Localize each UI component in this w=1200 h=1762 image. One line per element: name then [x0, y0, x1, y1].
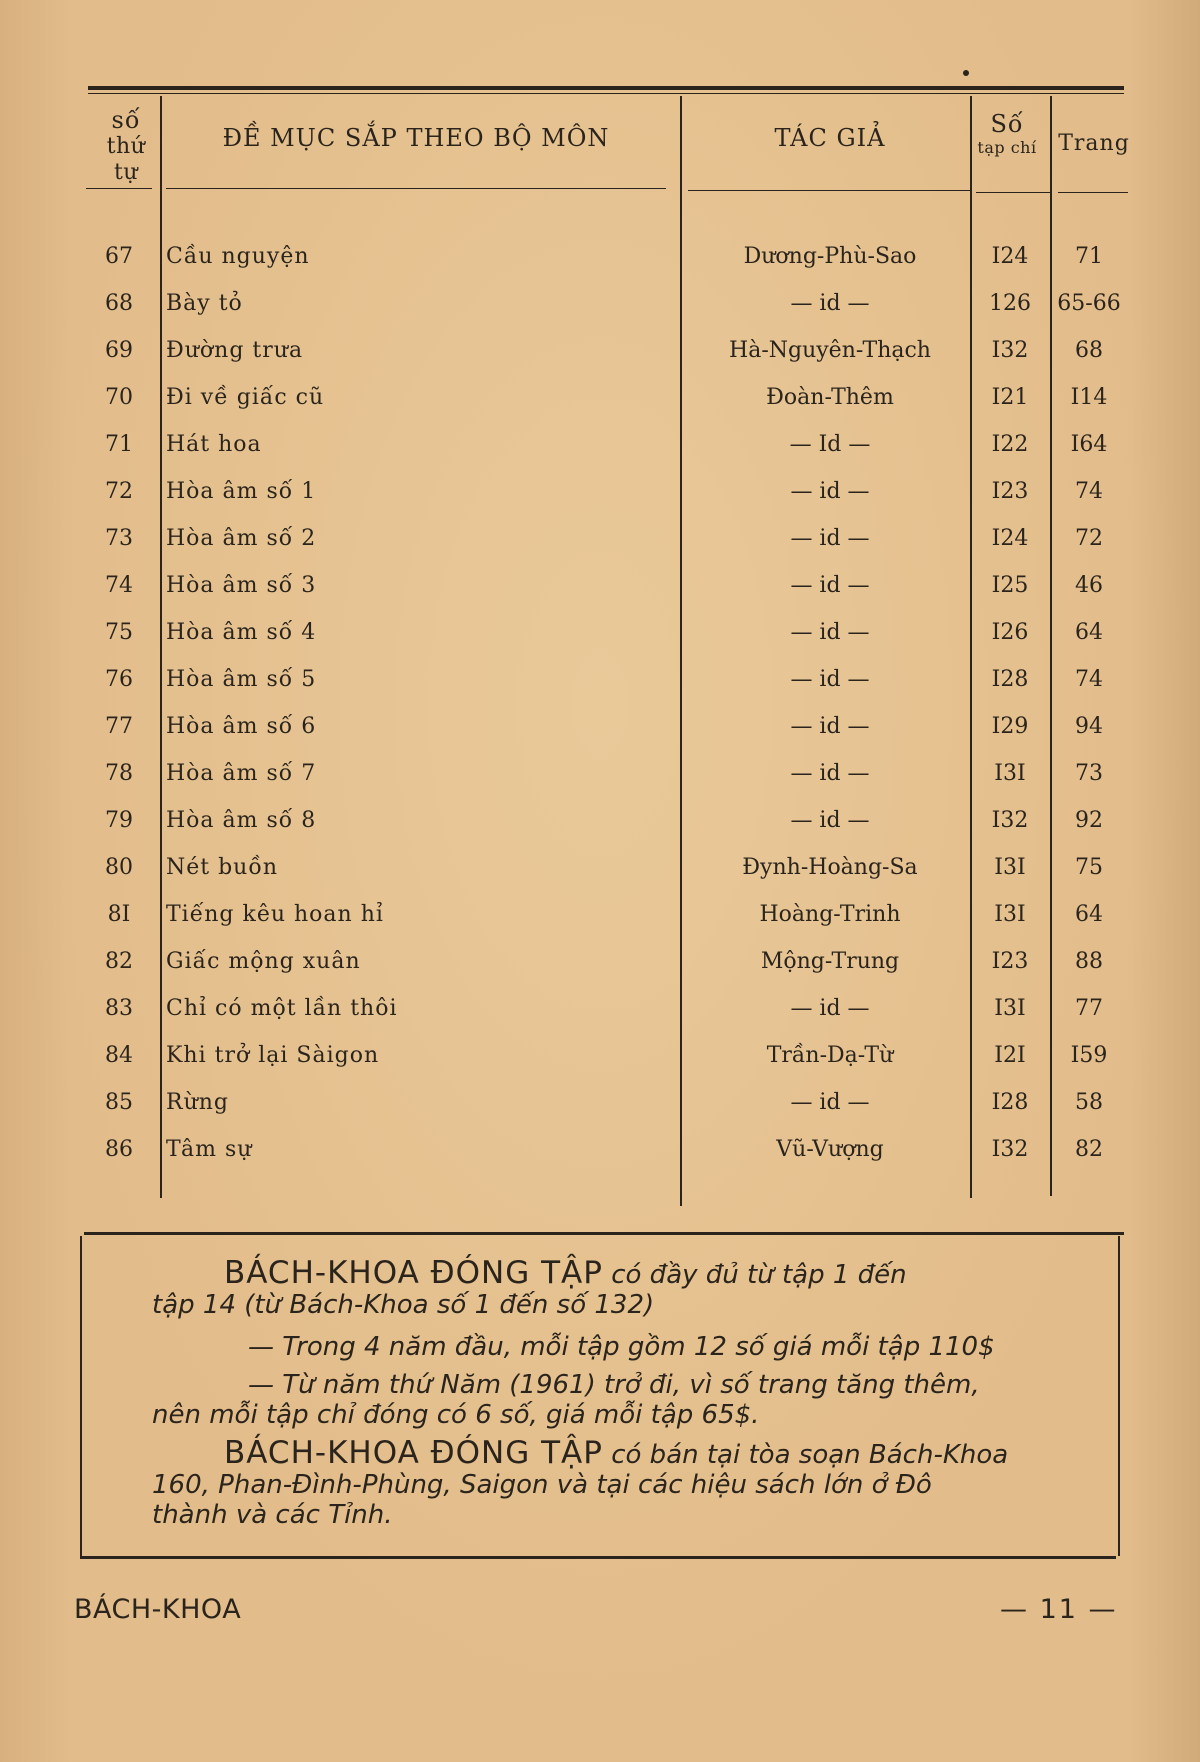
row-page: 64	[1075, 620, 1103, 645]
row-number: 82	[105, 949, 133, 974]
notice-paragraph-4	[152, 1435, 1082, 1530]
row-author: — id —	[790, 291, 870, 316]
row-number: 84	[105, 1043, 133, 1068]
header-issue	[976, 110, 1038, 158]
table-row	[0, 705, 1200, 749]
row-title: Hòa âm số 8	[166, 808, 317, 833]
row-issue: I32	[991, 808, 1029, 833]
notice-border-left	[80, 1236, 82, 1556]
row-number: 75	[105, 620, 133, 645]
notice-border-bottom	[80, 1556, 1116, 1559]
row-page: 82	[1075, 1137, 1103, 1162]
row-title: Giấc mộng xuân	[166, 949, 361, 974]
row-issue: I3I	[994, 996, 1026, 1021]
row-page: 73	[1075, 761, 1103, 786]
header-underline	[976, 192, 1052, 193]
row-author: Trần-Dạ-Từ	[766, 1043, 894, 1068]
notice-text: có bán tại tòa soạn Bách-Khoa	[602, 1440, 1009, 1470]
table-row	[0, 564, 1200, 608]
row-page: 46	[1075, 573, 1103, 598]
footer-page-number: — 11 —	[1000, 1594, 1118, 1625]
row-author: — id —	[790, 1090, 870, 1115]
row-number: 79	[105, 808, 133, 833]
row-author: Hà-Nguyên-Thạch	[729, 338, 931, 363]
table-row	[0, 893, 1200, 937]
table-row	[0, 987, 1200, 1031]
row-page: 74	[1075, 667, 1103, 692]
row-issue: I3I	[994, 855, 1026, 880]
row-issue: I26	[991, 620, 1029, 645]
header-issue-line2: tạp chí	[977, 138, 1037, 157]
row-page: 75	[1075, 855, 1103, 880]
notice-text: thành và các Tỉnh.	[152, 1500, 393, 1530]
row-issue: I29	[991, 714, 1029, 739]
row-author: — id —	[790, 526, 870, 551]
row-issue: I3I	[994, 902, 1026, 927]
row-page: 94	[1075, 714, 1103, 739]
row-page: 64	[1075, 902, 1103, 927]
row-title: Nét buồn	[166, 855, 278, 880]
row-page: 71	[1075, 244, 1103, 269]
row-title: Khi trở lại Sàigon	[166, 1043, 380, 1068]
row-issue: I23	[991, 479, 1029, 504]
notice-paragraph-2	[152, 1332, 1082, 1362]
row-title: Cầu nguyện	[166, 244, 310, 269]
row-page: 74	[1075, 479, 1103, 504]
ink-dot	[963, 70, 969, 76]
row-number: 69	[105, 338, 133, 363]
row-title: Chỉ có một lần thôi	[166, 996, 398, 1021]
row-number: 8I	[107, 902, 131, 927]
table-row	[0, 752, 1200, 796]
row-page: 72	[1075, 526, 1103, 551]
row-page: 88	[1075, 949, 1103, 974]
row-number: 77	[105, 714, 133, 739]
row-number: 73	[105, 526, 133, 551]
row-issue: I32	[991, 1137, 1029, 1162]
table-row	[0, 846, 1200, 890]
row-author: — id —	[790, 479, 870, 504]
notice-border-right	[1118, 1236, 1120, 1556]
row-issue: I24	[991, 244, 1029, 269]
row-title: Hòa âm số 7	[166, 761, 317, 786]
row-author: — id —	[790, 714, 870, 739]
row-title: Tiếng kêu hoan hỉ	[166, 902, 384, 927]
row-title: Tâm sự	[166, 1137, 253, 1162]
row-number: 76	[105, 667, 133, 692]
top-rule	[88, 86, 1124, 90]
row-author: Mộng-Trung	[760, 949, 900, 974]
row-title: Hòa âm số 2	[166, 526, 317, 551]
header-author: TÁC GIẢ	[774, 124, 886, 152]
notice-border-top	[84, 1232, 1124, 1235]
header-title: ĐỀ MỤC SẮP THEO BỘ MÔN	[222, 124, 610, 152]
row-number: 86	[105, 1137, 133, 1162]
table-row	[0, 470, 1200, 514]
table-row	[0, 1034, 1200, 1078]
row-page: 58	[1075, 1090, 1103, 1115]
row-title: Hòa âm số 5	[166, 667, 317, 692]
row-issue: 126	[989, 291, 1031, 316]
notice-heading: BÁCH-KHOA ĐÓNG TẬP	[224, 1435, 603, 1471]
row-page: I59	[1070, 1043, 1108, 1068]
row-number: 70	[105, 385, 133, 410]
table-row	[0, 658, 1200, 702]
table-row	[0, 1081, 1200, 1125]
row-issue: I22	[991, 432, 1029, 457]
row-title: Đi về giấc cũ	[166, 385, 325, 410]
row-number: 85	[105, 1090, 133, 1115]
notice-text: 160, Phan-Đình-Phùng, Saigon và tại các hiệu sách lớn ở Đô	[152, 1470, 932, 1500]
notice-heading: BÁCH-KHOA ĐÓNG TẬP	[224, 1255, 603, 1291]
row-author: Đynh-Hoàng-Sa	[742, 855, 918, 880]
row-issue: I3I	[994, 761, 1026, 786]
row-page: 68	[1075, 338, 1103, 363]
row-author: Vũ-Vượng	[776, 1137, 884, 1162]
row-author: Hoàng-Trinh	[759, 902, 901, 927]
notice-paragraph-3	[152, 1370, 1082, 1430]
row-author: — id —	[790, 667, 870, 692]
header-underline	[86, 188, 152, 189]
table-row	[0, 329, 1200, 373]
row-issue: I32	[991, 338, 1029, 363]
row-issue: I2I	[994, 1043, 1026, 1068]
header-index-line2: thứ tự	[106, 134, 146, 185]
row-issue: I24	[991, 526, 1029, 551]
row-author: — id —	[790, 808, 870, 833]
row-issue: I28	[991, 1090, 1029, 1115]
row-number: 80	[105, 855, 133, 880]
row-author: Dương-Phù-Sao	[743, 244, 917, 269]
row-page: 65-66	[1057, 291, 1121, 316]
row-title: Rừng	[166, 1090, 229, 1115]
top-rule-thin	[88, 93, 1124, 94]
row-title: Hòa âm số 6	[166, 714, 317, 739]
row-page: I64	[1070, 432, 1108, 457]
table-row	[0, 423, 1200, 467]
row-title: Hát hoa	[166, 432, 262, 457]
row-number: 83	[105, 996, 133, 1021]
table-row	[0, 517, 1200, 561]
row-number: 67	[105, 244, 133, 269]
row-issue: I28	[991, 667, 1029, 692]
header-page: Trang	[1058, 131, 1130, 156]
header-underline	[166, 188, 666, 189]
header-issue-line1: Số	[990, 110, 1024, 138]
table-row	[0, 282, 1200, 326]
row-author: — id —	[790, 761, 870, 786]
row-author: — id —	[790, 620, 870, 645]
notice-text: — Trong 4 năm đầu, mỗi tập gồm 12 số giá mỗi tập 110$	[248, 1332, 995, 1362]
notice-text: — Từ năm thứ Năm (1961) trở đi, vì số trang tăng thêm,	[248, 1370, 980, 1400]
row-page: I14	[1070, 385, 1108, 410]
row-page: 92	[1075, 808, 1103, 833]
row-title: Đường trưa	[166, 338, 304, 363]
notice-text: nên mỗi tập chỉ đóng có 6 số, giá mỗi tập 65$.	[152, 1400, 760, 1430]
table-row	[0, 799, 1200, 843]
table-row	[0, 1128, 1200, 1172]
row-number: 72	[105, 479, 133, 504]
row-issue: I25	[991, 573, 1029, 598]
row-number: 78	[105, 761, 133, 786]
notice-text: có đầy đủ từ tập 1 đến	[602, 1260, 907, 1290]
notice-text: tập 14 (từ Bách-Khoa số 1 đến số 132)	[152, 1290, 655, 1320]
row-title: Hòa âm số 1	[166, 479, 317, 504]
row-number: 68	[105, 291, 133, 316]
row-title: Bày tỏ	[166, 291, 243, 316]
row-page: 77	[1075, 996, 1103, 1021]
row-issue: I23	[991, 949, 1029, 974]
header-underline	[1058, 192, 1128, 193]
row-issue: I21	[991, 385, 1029, 410]
table-row	[0, 940, 1200, 984]
notice-paragraph-1	[152, 1255, 1082, 1320]
row-number: 71	[105, 432, 133, 457]
footer-publication: BÁCH-KHOA	[74, 1594, 242, 1625]
table-row	[0, 376, 1200, 420]
table-row	[0, 235, 1200, 279]
header-underline	[688, 190, 970, 191]
row-title: Hòa âm số 3	[166, 573, 317, 598]
row-title: Hòa âm số 4	[166, 620, 317, 645]
row-author: Đoàn-Thêm	[766, 385, 894, 410]
row-author: — id —	[790, 573, 870, 598]
table-row	[0, 611, 1200, 655]
row-number: 74	[105, 573, 133, 598]
header-index	[96, 106, 156, 186]
header-index-line1: số	[111, 106, 141, 134]
row-author: — Id —	[789, 432, 871, 457]
row-author: — id —	[790, 996, 870, 1021]
